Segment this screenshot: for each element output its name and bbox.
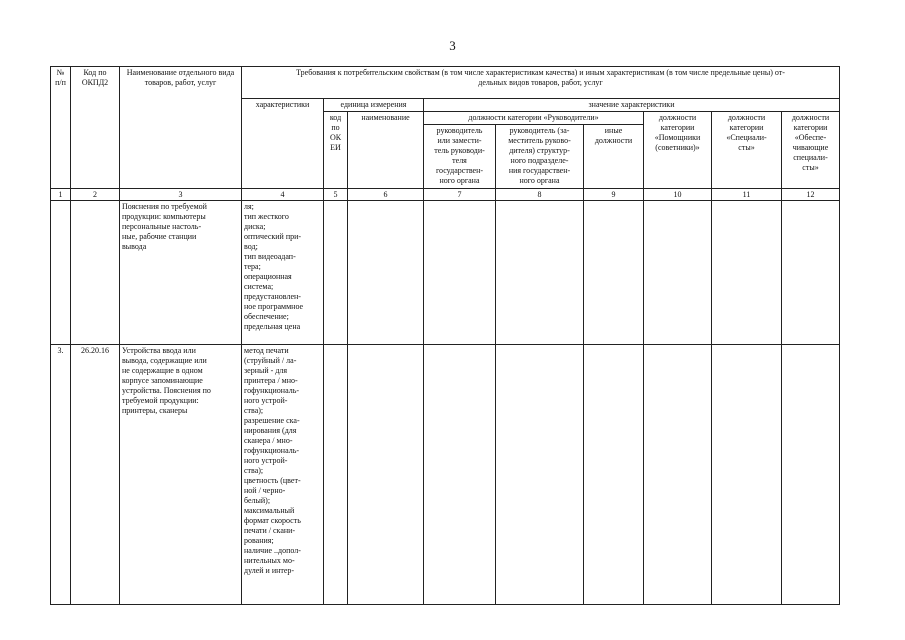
row-name: Устройства ввода или вывода, содержащие или не содержащие в одном корпусе запоминающие устройства. Пояснения по требуемой продукции: принтеры, сканеры [120,345,242,605]
row-code [71,201,120,345]
requirements-table [50,66,840,605]
header-value: значение характеристики [424,99,840,112]
column-number: 1 [51,189,71,201]
header-other-positions: иные должности [584,125,644,189]
header-name: Наименование отдельного вида товаров, работ, услуг [120,67,242,189]
empty-cell [496,345,584,605]
header-managers-group: должности категории «Руководители» [424,112,644,125]
empty-cell [782,345,840,605]
header-num: № п/п [51,67,71,189]
header-assistants: должности категории «Помощники (советники)» [644,112,712,189]
column-number: 7 [424,189,496,201]
empty-cell [348,201,424,345]
header-characteristics: характеристики [242,99,324,189]
empty-cell [712,345,782,605]
header-okpd: Код по ОКПД2 [71,67,120,189]
column-number: 9 [584,189,644,201]
row-num: 3. [51,345,71,605]
row-characteristics: метод печати (струйный / ла- зерный - для принтера / мно- гофункциональ- ного устрой- ства); разрешение ска- нирования (для сканера / мно- гофункциональ- ного устрой- ства); цветность (цвет- ной / черно- белый); максимальный формат скорость печати / скани- рования; наличие ..допол- нительных мо- дулей и интер- [242,345,324,605]
column-number: 3 [120,189,242,201]
header-specialists: должности категории «Специали- сты» [712,112,782,189]
empty-cell [644,201,712,345]
header-requirements: Требования к потребительским свойствам (в том числе характеристикам качества) и иным характеристикам (в том числе предельные цены) от- дельных видов товаров, работ, услуг [242,67,840,99]
page-number: 3 [449,38,456,53]
table-row [51,201,840,345]
row-characteristics: ля; тип жесткого диска; оптический при- вод; тип видеоадап- тера; операционная система; предустановлен- ное программное обеспечение; предельная цена [242,201,324,345]
header-unit-name: наименование [348,112,424,189]
empty-cell [644,345,712,605]
column-number: 4 [242,189,324,201]
empty-cell [424,345,496,605]
column-number: 5 [324,189,348,201]
header-manager-dept: руководитель (за- меститель руково- дителя) структур- ного подразделе- ния государствен- ного органа [496,125,584,189]
header-okei: код по ОК ЕИ [324,112,348,189]
row-name: Пояснения по требуемой продукции: компьютеры персональные настоль- ные, рабочие станции вывода [120,201,242,345]
table-row [51,345,840,605]
row-code: 26.20.16 [71,345,120,605]
column-number: 11 [712,189,782,201]
empty-cell [348,345,424,605]
empty-cell [782,201,840,345]
empty-cell [584,201,644,345]
empty-cell [496,201,584,345]
empty-cell [324,201,348,345]
column-number: 12 [782,189,840,201]
header-unit: единица измерения [324,99,424,112]
empty-cell [712,201,782,345]
empty-cell [324,345,348,605]
column-number: 8 [496,189,584,201]
header-support: должности категории «Обеспе- чивающие специали- сты» [782,112,840,189]
header-manager-head: руководитель или замести- тель руководи- теля государствен- ного органа [424,125,496,189]
column-number: 10 [644,189,712,201]
column-number: 2 [71,189,120,201]
empty-cell [424,201,496,345]
column-number: 6 [348,189,424,201]
row-num [51,201,71,345]
empty-cell [584,345,644,605]
